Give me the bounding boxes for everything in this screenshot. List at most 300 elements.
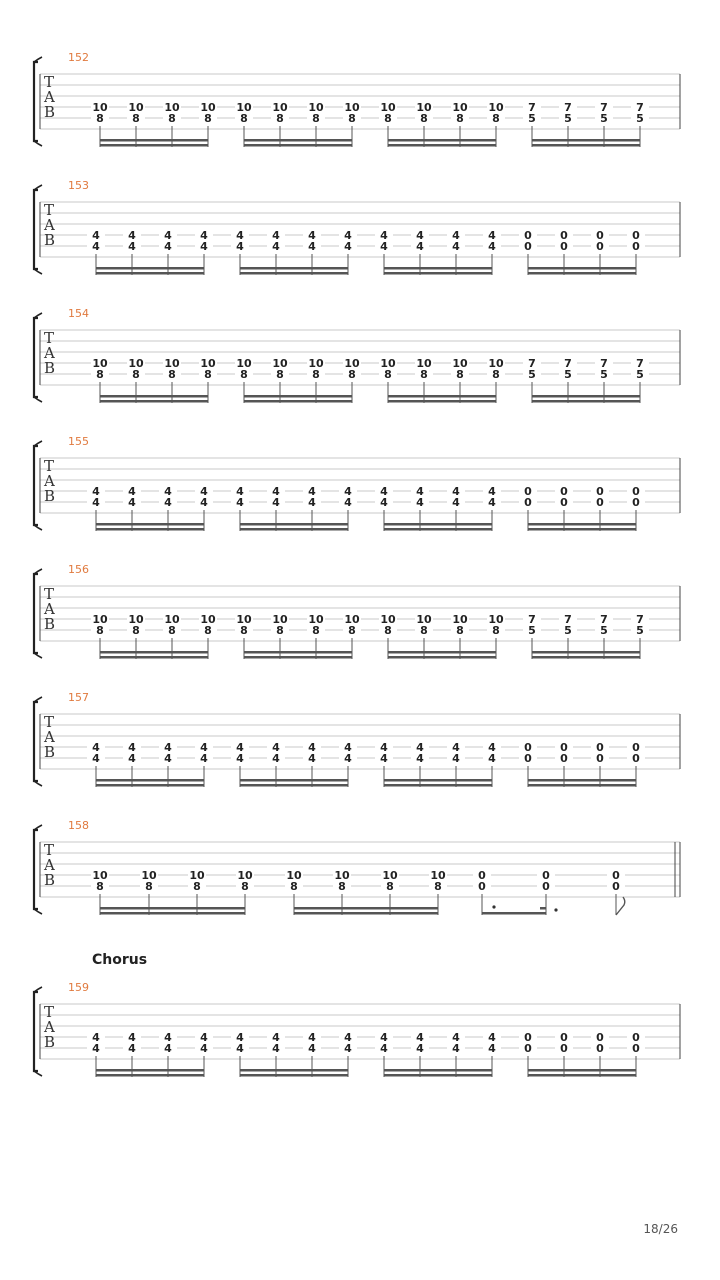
beam-primary <box>528 528 636 531</box>
fret-number: 4 <box>380 741 388 754</box>
fret-number: 4 <box>308 240 316 253</box>
fret-number: 4 <box>200 496 208 509</box>
fret-number: 0 <box>596 1031 604 1044</box>
fret-number: 8 <box>456 624 464 637</box>
beam-secondary <box>96 779 204 782</box>
fret-number: 7 <box>564 357 572 370</box>
beam-primary <box>96 272 204 275</box>
fret-number: 4 <box>128 1042 136 1055</box>
beam-primary <box>100 144 208 147</box>
fret-number: 4 <box>452 752 460 765</box>
fret-number: 0 <box>524 485 532 498</box>
fret-number: 10 <box>236 101 252 114</box>
fret-number: 10 <box>164 613 180 626</box>
fret-number: 4 <box>200 752 208 765</box>
fret-number: 5 <box>600 368 608 381</box>
fret-number: 10 <box>334 869 350 882</box>
system-bracket <box>34 62 38 141</box>
fret-number: 10 <box>380 101 396 114</box>
fret-number: 4 <box>488 752 496 765</box>
fret-number: 10 <box>92 101 108 114</box>
fret-number: 8 <box>276 112 284 125</box>
fret-number: 4 <box>488 240 496 253</box>
fret-number: 10 <box>92 613 108 626</box>
fret-number: 4 <box>380 229 388 242</box>
fret-number: 5 <box>564 112 572 125</box>
fret-number: 5 <box>636 368 644 381</box>
beam-secondary <box>240 267 348 270</box>
tab-clef-letter: T <box>44 1003 55 1021</box>
fret-number: 10 <box>416 357 432 370</box>
tab-clef-letter: B <box>44 743 56 761</box>
measure-number: 155 <box>68 435 89 448</box>
fret-number: 8 <box>145 880 153 893</box>
tab-clef-letter: T <box>44 73 55 91</box>
fret-number: 4 <box>380 240 388 253</box>
fret-number: 0 <box>560 240 568 253</box>
fret-number: 4 <box>236 496 244 509</box>
beam-primary <box>528 272 636 275</box>
fret-number: 5 <box>600 624 608 637</box>
fret-number: 4 <box>488 229 496 242</box>
tab-clef-letter: A <box>44 600 55 618</box>
fret-number: 4 <box>236 752 244 765</box>
fret-number: 4 <box>92 240 100 253</box>
beam-primary <box>384 528 492 531</box>
fret-number: 10 <box>308 613 324 626</box>
tab-clef-letter: B <box>44 615 56 633</box>
fret-number: 4 <box>308 752 316 765</box>
fret-number: 10 <box>189 869 205 882</box>
fret-number: 0 <box>542 869 550 882</box>
rhythm-dot <box>492 905 495 908</box>
beam-primary <box>100 656 208 659</box>
system-bracket <box>34 190 38 269</box>
tab-clef-letter: B <box>44 871 56 889</box>
tab-clef-letter: T <box>44 201 55 219</box>
fret-number: 8 <box>420 368 428 381</box>
system-bracket <box>34 574 38 653</box>
system-bracket <box>34 830 38 909</box>
beam-secondary <box>528 779 636 782</box>
system-bracket <box>34 992 38 1071</box>
beam-secondary <box>240 523 348 526</box>
fret-number: 4 <box>488 1042 496 1055</box>
tab-system-157 <box>34 691 680 787</box>
fret-number: 4 <box>164 240 172 253</box>
fret-number: 4 <box>416 741 424 754</box>
beam-secondary <box>240 779 348 782</box>
fret-number: 8 <box>348 368 356 381</box>
fret-number: 4 <box>344 752 352 765</box>
fret-number: 10 <box>344 101 360 114</box>
tab-clef-letter: A <box>44 728 55 746</box>
beam-secondary <box>244 395 352 398</box>
fret-number: 4 <box>164 229 172 242</box>
fret-number: 4 <box>380 1042 388 1055</box>
fret-number: 10 <box>380 357 396 370</box>
fret-number: 4 <box>92 229 100 242</box>
fret-number: 4 <box>344 1042 352 1055</box>
fret-number: 8 <box>312 112 320 125</box>
fret-number: 4 <box>452 240 460 253</box>
fret-number: 0 <box>596 1042 604 1055</box>
fret-number: 7 <box>564 101 572 114</box>
fret-number: 10 <box>416 613 432 626</box>
tab-clef-letter: A <box>44 216 55 234</box>
fret-number: 4 <box>272 240 280 253</box>
fret-number: 4 <box>380 496 388 509</box>
fret-number: 4 <box>308 741 316 754</box>
fret-number: 10 <box>344 357 360 370</box>
fret-number: 0 <box>612 869 620 882</box>
measure-number: 156 <box>68 563 89 576</box>
fret-number: 10 <box>452 613 468 626</box>
beam-secondary <box>100 907 245 910</box>
beam-primary <box>96 528 204 531</box>
fret-number: 4 <box>236 1042 244 1055</box>
fret-number: 4 <box>272 752 280 765</box>
fret-number: 10 <box>92 357 108 370</box>
beam-secondary <box>100 395 208 398</box>
fret-number: 5 <box>528 624 536 637</box>
fret-number: 10 <box>272 101 288 114</box>
fret-number: 8 <box>456 368 464 381</box>
fret-number: 0 <box>560 496 568 509</box>
fret-number: 4 <box>92 1042 100 1055</box>
beam-primary <box>528 784 636 787</box>
fret-number: 0 <box>612 880 620 893</box>
beam-secondary <box>532 651 640 654</box>
beam-secondary <box>244 139 352 142</box>
fret-number: 4 <box>164 485 172 498</box>
beam-primary <box>294 912 438 915</box>
fret-number: 4 <box>92 1031 100 1044</box>
fret-number: 10 <box>382 869 398 882</box>
fret-number: 10 <box>200 101 216 114</box>
tab-system-153 <box>34 179 680 275</box>
beam-secondary <box>532 139 640 142</box>
beam-primary <box>240 272 348 275</box>
fret-number: 8 <box>96 880 104 893</box>
fret-number: 4 <box>344 485 352 498</box>
fret-number: 8 <box>168 368 176 381</box>
fret-number: 4 <box>128 485 136 498</box>
fret-number: 4 <box>488 1031 496 1044</box>
tab-system-155 <box>34 435 680 531</box>
fret-number: 8 <box>312 368 320 381</box>
fret-number: 0 <box>596 485 604 498</box>
fret-number: 5 <box>636 624 644 637</box>
beam-secondary <box>294 907 438 910</box>
beam-primary <box>240 784 348 787</box>
fret-number: 4 <box>128 229 136 242</box>
fret-number: 4 <box>128 752 136 765</box>
fret-number: 8 <box>240 624 248 637</box>
tab-clef-letter: T <box>44 457 55 475</box>
fret-number: 4 <box>200 485 208 498</box>
beam-primary <box>100 400 208 403</box>
fret-number: 10 <box>272 613 288 626</box>
fret-number: 7 <box>600 101 608 114</box>
fret-number: 8 <box>193 880 201 893</box>
fret-number: 10 <box>128 101 144 114</box>
fret-number: 10 <box>272 357 288 370</box>
fret-number: 4 <box>272 741 280 754</box>
fret-number: 10 <box>430 869 446 882</box>
fret-number: 4 <box>344 240 352 253</box>
tab-clef-letter: A <box>44 1018 55 1036</box>
beam-secondary <box>388 395 496 398</box>
beam-secondary <box>384 267 492 270</box>
system-bracket <box>34 702 38 781</box>
fret-number: 4 <box>236 485 244 498</box>
tab-system-152 <box>34 51 680 147</box>
fret-number: 0 <box>596 741 604 754</box>
fret-number: 0 <box>632 485 640 498</box>
measure-number: 158 <box>68 819 89 832</box>
beam-secondary <box>532 395 640 398</box>
fret-number: 8 <box>434 880 442 893</box>
fret-number: 4 <box>452 1031 460 1044</box>
beam-primary <box>388 144 496 147</box>
fret-number: 8 <box>338 880 346 893</box>
fret-number: 10 <box>141 869 157 882</box>
fret-number: 7 <box>528 357 536 370</box>
fret-number: 10 <box>128 613 144 626</box>
tab-system-158 <box>34 819 680 915</box>
fret-number: 7 <box>600 357 608 370</box>
fret-number: 8 <box>492 624 500 637</box>
fret-number: 4 <box>308 496 316 509</box>
fret-number: 4 <box>92 496 100 509</box>
fret-number: 4 <box>164 752 172 765</box>
note-flag <box>616 897 625 915</box>
fret-number: 4 <box>92 485 100 498</box>
fret-number: 0 <box>524 752 532 765</box>
beam-primary <box>240 528 348 531</box>
fret-number: 7 <box>636 357 644 370</box>
fret-number: 0 <box>560 1042 568 1055</box>
beam-secondary <box>384 1069 492 1072</box>
tab-clef-letter: B <box>44 1033 56 1051</box>
fret-number: 10 <box>488 613 504 626</box>
fret-number: 4 <box>344 496 352 509</box>
fret-number: 4 <box>236 240 244 253</box>
beam-secondary <box>388 651 496 654</box>
fret-number: 4 <box>452 1042 460 1055</box>
rhythm-dot <box>554 908 557 911</box>
fret-number: 0 <box>632 496 640 509</box>
fret-number: 10 <box>236 613 252 626</box>
fret-number: 8 <box>240 368 248 381</box>
fret-number: 4 <box>236 741 244 754</box>
fret-number: 4 <box>380 485 388 498</box>
fret-number: 10 <box>488 357 504 370</box>
fret-number: 0 <box>560 229 568 242</box>
fret-number: 8 <box>276 624 284 637</box>
fret-number: 4 <box>128 240 136 253</box>
fret-number: 0 <box>596 229 604 242</box>
fret-number: 8 <box>204 112 212 125</box>
tab-system-154 <box>34 307 680 403</box>
fret-number: 7 <box>564 613 572 626</box>
fret-number: 4 <box>128 741 136 754</box>
fret-number: 4 <box>308 485 316 498</box>
tab-clef-letter: B <box>44 487 56 505</box>
fret-number: 0 <box>632 229 640 242</box>
beam-secondary <box>384 779 492 782</box>
fret-number: 4 <box>488 496 496 509</box>
fret-number: 8 <box>241 880 249 893</box>
fret-number: 4 <box>416 240 424 253</box>
beam-secondary <box>528 1069 636 1072</box>
fret-number: 10 <box>200 357 216 370</box>
fret-number: 8 <box>96 112 104 125</box>
fret-number: 10 <box>452 357 468 370</box>
fret-number: 8 <box>492 368 500 381</box>
tab-clef-letter: B <box>44 359 56 377</box>
fret-number: 4 <box>272 1042 280 1055</box>
fret-number: 0 <box>596 496 604 509</box>
fret-number: 8 <box>132 624 140 637</box>
fret-number: 8 <box>386 880 394 893</box>
fret-number: 5 <box>528 368 536 381</box>
fret-number: 8 <box>384 624 392 637</box>
fret-number: 8 <box>420 624 428 637</box>
fret-number: 4 <box>128 1031 136 1044</box>
beam-secondary <box>100 651 208 654</box>
fret-number: 5 <box>600 112 608 125</box>
fret-number: 0 <box>596 240 604 253</box>
fret-number: 10 <box>237 869 253 882</box>
beam-primary <box>384 1074 492 1077</box>
beam-secondary <box>388 139 496 142</box>
beam-primary <box>244 144 352 147</box>
fret-number: 8 <box>204 368 212 381</box>
beam-primary <box>482 912 546 915</box>
fret-number: 7 <box>600 613 608 626</box>
fret-number: 8 <box>384 112 392 125</box>
beam-secondary <box>96 1069 204 1072</box>
fret-number: 0 <box>478 869 486 882</box>
fret-number: 8 <box>96 624 104 637</box>
fret-number: 4 <box>92 741 100 754</box>
beam-secondary <box>384 523 492 526</box>
fret-number: 0 <box>560 752 568 765</box>
fret-number: 0 <box>542 880 550 893</box>
measure-number: 159 <box>68 981 89 994</box>
fret-number: 5 <box>564 368 572 381</box>
tab-clef-letter: T <box>44 585 55 603</box>
tab-clef-letter: A <box>44 88 55 106</box>
fret-number: 0 <box>632 1042 640 1055</box>
fret-number: 4 <box>272 1031 280 1044</box>
section-label: Chorus <box>92 952 148 968</box>
fret-number: 10 <box>200 613 216 626</box>
fret-number: 10 <box>380 613 396 626</box>
fret-number: 0 <box>524 1031 532 1044</box>
system-bracket <box>34 318 38 397</box>
fret-number: 0 <box>560 741 568 754</box>
fret-number: 10 <box>416 101 432 114</box>
fret-number: 4 <box>200 229 208 242</box>
fret-number: 8 <box>456 112 464 125</box>
beam-primary <box>528 1074 636 1077</box>
fret-number: 8 <box>132 112 140 125</box>
beam-partial <box>540 907 546 910</box>
fret-number: 4 <box>416 229 424 242</box>
beam-primary <box>96 784 204 787</box>
fret-number: 4 <box>308 1031 316 1044</box>
fret-number: 4 <box>272 229 280 242</box>
beam-secondary <box>96 523 204 526</box>
fret-number: 10 <box>92 869 108 882</box>
fret-number: 0 <box>524 741 532 754</box>
fret-number: 10 <box>344 613 360 626</box>
fret-number: 4 <box>128 496 136 509</box>
beam-primary <box>100 912 245 915</box>
fret-number: 8 <box>348 624 356 637</box>
fret-number: 4 <box>488 485 496 498</box>
fret-number: 0 <box>632 741 640 754</box>
beam-secondary <box>100 139 208 142</box>
fret-number: 0 <box>560 485 568 498</box>
page-number: 18/26 <box>643 1222 678 1236</box>
fret-number: 10 <box>452 101 468 114</box>
fret-number: 4 <box>164 1031 172 1044</box>
fret-number: 4 <box>416 752 424 765</box>
fret-number: 8 <box>348 112 356 125</box>
fret-number: 8 <box>276 368 284 381</box>
fret-number: 10 <box>308 101 324 114</box>
fret-number: 8 <box>312 624 320 637</box>
tab-clef-letter: B <box>44 231 56 249</box>
fret-number: 4 <box>164 741 172 754</box>
fret-number: 4 <box>344 741 352 754</box>
fret-number: 10 <box>308 357 324 370</box>
fret-number: 4 <box>416 1042 424 1055</box>
tab-clef-letter: T <box>44 841 55 859</box>
tab-clef-letter: A <box>44 472 55 490</box>
measure-number: 157 <box>68 691 89 704</box>
fret-number: 10 <box>164 101 180 114</box>
fret-number: 0 <box>524 1042 532 1055</box>
fret-number: 8 <box>168 624 176 637</box>
beam-primary <box>96 1074 204 1077</box>
beam-secondary <box>240 1069 348 1072</box>
fret-number: 4 <box>416 496 424 509</box>
fret-number: 8 <box>96 368 104 381</box>
fret-number: 7 <box>636 613 644 626</box>
fret-number: 7 <box>528 613 536 626</box>
beam-primary <box>532 656 640 659</box>
fret-number: 4 <box>452 496 460 509</box>
tab-system-156 <box>34 563 680 659</box>
system-bracket <box>34 446 38 525</box>
fret-number: 4 <box>164 496 172 509</box>
beam-secondary <box>528 267 636 270</box>
fret-number: 4 <box>452 485 460 498</box>
fret-number: 10 <box>236 357 252 370</box>
beam-primary <box>384 272 492 275</box>
fret-number: 5 <box>636 112 644 125</box>
fret-number: 4 <box>380 752 388 765</box>
fret-number: 8 <box>420 112 428 125</box>
fret-number: 0 <box>596 752 604 765</box>
tab-clef-letter: T <box>44 329 55 347</box>
beam-secondary <box>96 267 204 270</box>
